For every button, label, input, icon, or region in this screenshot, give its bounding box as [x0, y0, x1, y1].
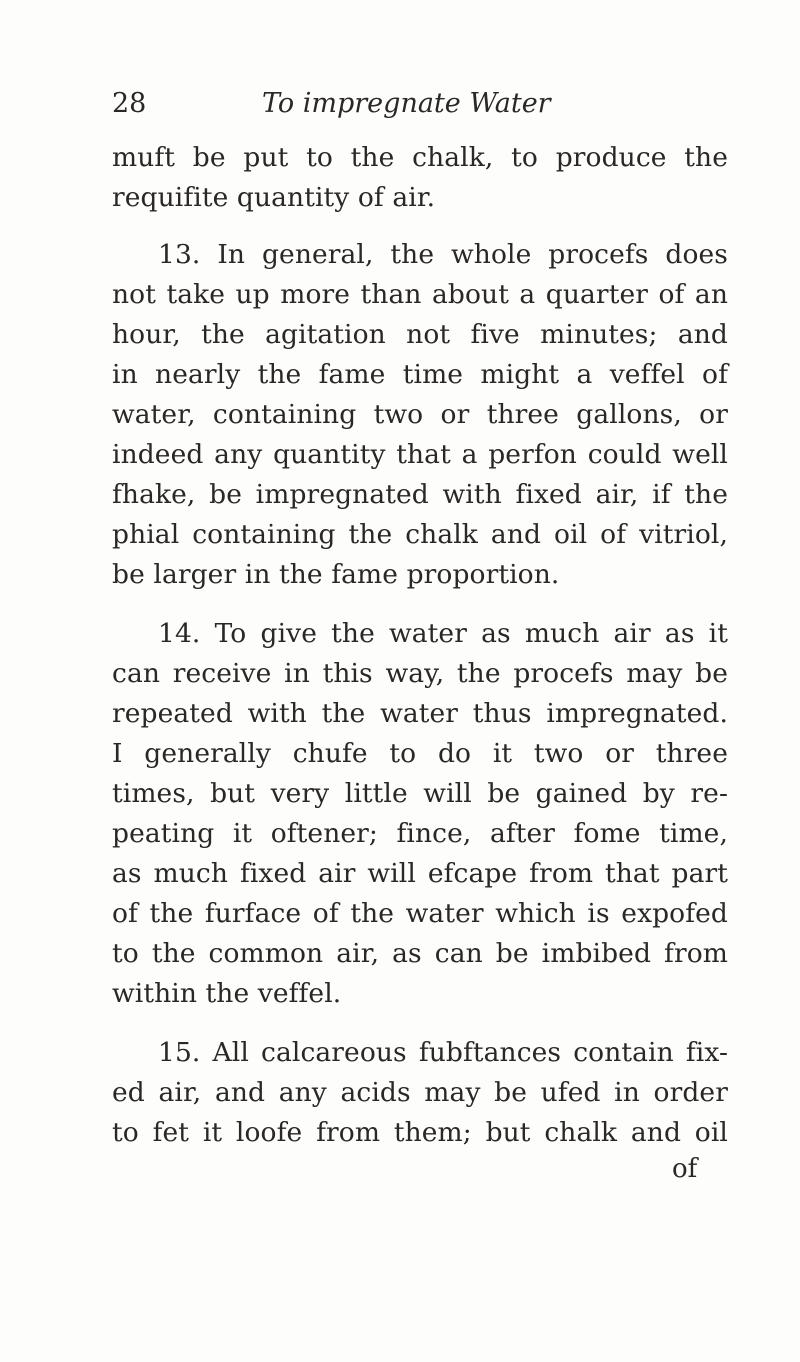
- paragraph-15-start: 15. All calcareous fubftances contain fix-: [158, 1037, 728, 1068]
- text-line: as much fixed air will efcape from that part: [112, 858, 728, 889]
- text-line: muft be put to the chalk, to produce the: [112, 142, 728, 173]
- text-line: hour, the agitation not five minutes; and: [112, 319, 728, 350]
- text-line: to the common air, as can be imbibed from: [112, 938, 728, 969]
- text-line: ed air, and any acids may be ufed in order: [112, 1077, 728, 1108]
- text-line: requifite quantity of air.: [112, 182, 436, 213]
- text-line: water, containing two or three gallons, or: [112, 399, 728, 430]
- page-number: 28: [112, 88, 147, 119]
- paragraph-13-start: 13. In general, the whole procefs does: [158, 239, 728, 270]
- text-line: peating it oftener; fince, after fome time,: [112, 818, 728, 849]
- text-line: of the furface of the water which is expofed: [112, 898, 728, 929]
- text-line: I generally chufe to do it two or three: [112, 738, 728, 769]
- text-line: not take up more than about a quarter of an: [112, 279, 728, 310]
- text-line: within the veffel.: [112, 978, 342, 1009]
- text-line: fhake, be impregnated with fixed air, if the: [112, 479, 728, 510]
- paragraph-14-start: 14. To give the water as much air as it: [158, 618, 728, 649]
- text-line: in nearly the fame time might a veffel of: [112, 359, 728, 390]
- text-line: indeed any quantity that a perfon could well: [112, 439, 728, 470]
- running-head: [112, 84, 572, 124]
- text-line: times, but very little will be gained by re-: [112, 778, 728, 809]
- text-line: repeated with the water thus impregnated.: [112, 698, 728, 729]
- running-title: To impregnate Water: [262, 88, 551, 119]
- text-line: can receive in this way, the procefs may be: [112, 658, 728, 689]
- text-line: to fet it loofe from them; but chalk and oil: [112, 1117, 728, 1148]
- text-line: phial containing the chalk and oil of vitriol,: [112, 519, 728, 550]
- text-line: be larger in the fame proportion.: [112, 559, 560, 590]
- catchword: of: [672, 1154, 698, 1184]
